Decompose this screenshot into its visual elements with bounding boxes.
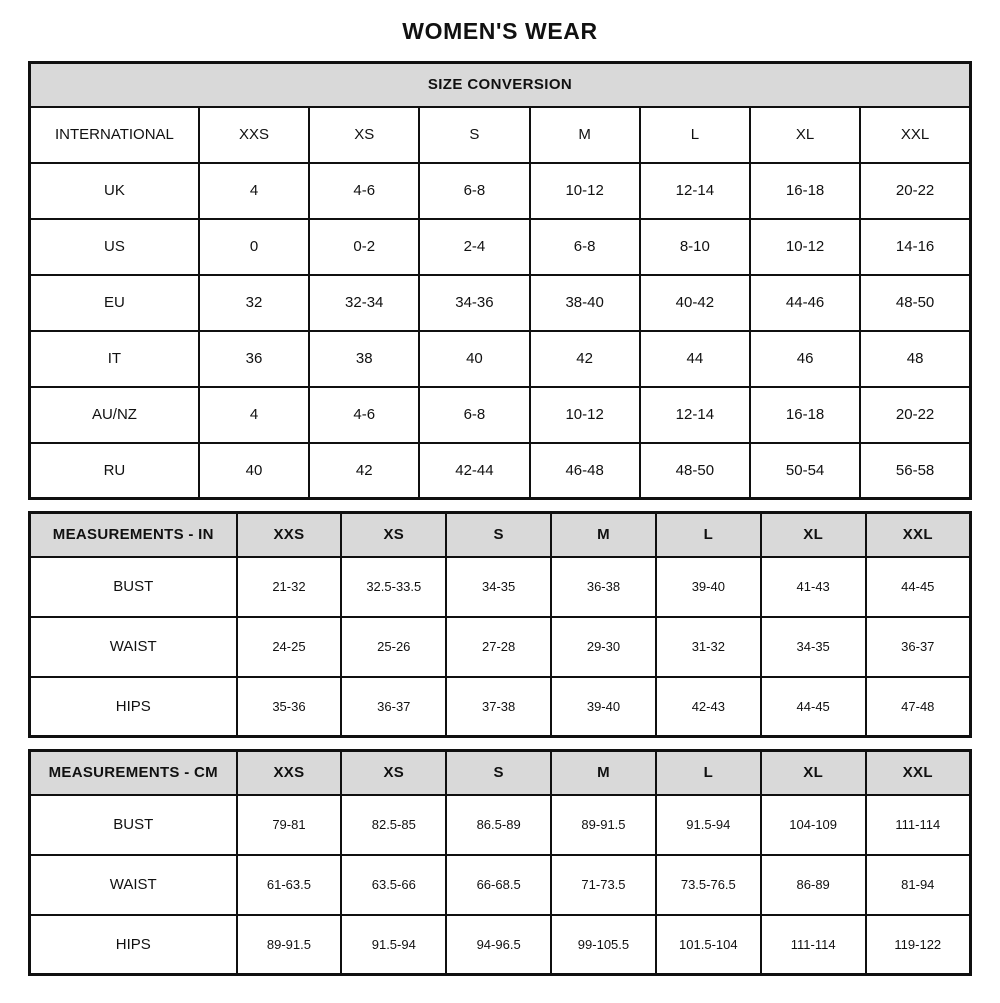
cell: 35-36 — [237, 677, 342, 737]
cell: 4 — [199, 163, 309, 219]
cell: 32 — [199, 275, 309, 331]
header-cell: S — [446, 751, 551, 795]
cell: 37-38 — [446, 677, 551, 737]
cell: 29-30 — [551, 617, 656, 677]
header-cell: L — [656, 513, 761, 557]
cell: 10-12 — [750, 219, 860, 275]
cell: 32-34 — [309, 275, 419, 331]
cell: 16-18 — [750, 163, 860, 219]
page-title: WOMEN'S WEAR — [402, 18, 598, 44]
cell: 42 — [530, 331, 640, 387]
cell: 42-44 — [419, 443, 529, 499]
cell: 61-63.5 — [237, 855, 342, 915]
cell: 16-18 — [750, 387, 860, 443]
cell: 99-105.5 — [551, 915, 656, 975]
header-cell: XXL — [866, 513, 971, 557]
table-header-row — [30, 513, 971, 557]
header-cell: L — [656, 751, 761, 795]
header-cell: XL — [761, 513, 866, 557]
table-header-row — [30, 107, 971, 163]
table-row — [30, 617, 971, 677]
cell: 8-10 — [640, 219, 750, 275]
row-label: HIPS — [30, 677, 237, 737]
cell: 6-8 — [530, 219, 640, 275]
cell: 6-8 — [419, 387, 529, 443]
cell: 42-43 — [656, 677, 761, 737]
table-row — [30, 557, 971, 617]
cell: 10-12 — [530, 163, 640, 219]
row-label: RU — [30, 443, 199, 499]
header-cell: XXL — [860, 107, 970, 163]
cell: 50-54 — [750, 443, 860, 499]
cell: 44-46 — [750, 275, 860, 331]
cell: 34-35 — [761, 617, 866, 677]
cell: 6-8 — [419, 163, 529, 219]
table-row — [30, 795, 971, 855]
cell: 40 — [419, 331, 529, 387]
cell: 111-114 — [866, 795, 971, 855]
table-row — [30, 677, 971, 737]
cell: 10-12 — [530, 387, 640, 443]
cell: 46-48 — [530, 443, 640, 499]
cell: 0-2 — [309, 219, 419, 275]
cell: 89-91.5 — [237, 915, 342, 975]
cell: 104-109 — [761, 795, 866, 855]
cell: 4-6 — [309, 387, 419, 443]
table-title-row — [30, 63, 971, 107]
header-cell: M — [530, 107, 640, 163]
cell: 34-36 — [419, 275, 529, 331]
cell: 0 — [199, 219, 309, 275]
cell: 111-114 — [761, 915, 866, 975]
row-label: IT — [30, 331, 199, 387]
header-cell: M — [551, 751, 656, 795]
table-row — [30, 163, 971, 219]
row-label: BUST — [30, 557, 237, 617]
cell: 40 — [199, 443, 309, 499]
cell: 81-94 — [866, 855, 971, 915]
row-label: WAIST — [30, 617, 237, 677]
measurements-cm-title: MEASUREMENTS - CM — [30, 751, 237, 795]
cell: 119-122 — [866, 915, 971, 975]
cell: 36 — [199, 331, 309, 387]
cell: 20-22 — [860, 163, 970, 219]
header-cell: S — [446, 513, 551, 557]
cell: 20-22 — [860, 387, 970, 443]
cell: 38-40 — [530, 275, 640, 331]
measurements-cm-table — [28, 749, 972, 976]
row-label: HIPS — [30, 915, 237, 975]
cell: 36-38 — [551, 557, 656, 617]
header-cell: L — [640, 107, 750, 163]
cell: 36-37 — [341, 677, 446, 737]
table-row — [30, 331, 971, 387]
table-row — [30, 275, 971, 331]
cell: 48 — [860, 331, 970, 387]
cell: 86.5-89 — [446, 795, 551, 855]
cell: 12-14 — [640, 387, 750, 443]
cell: 48-50 — [860, 275, 970, 331]
header-cell: XL — [750, 107, 860, 163]
header-cell: M — [551, 513, 656, 557]
cell: 39-40 — [656, 557, 761, 617]
cell: 31-32 — [656, 617, 761, 677]
header-cell: XXL — [866, 751, 971, 795]
cell: 91.5-94 — [341, 915, 446, 975]
row-label: WAIST — [30, 855, 237, 915]
cell: 91.5-94 — [656, 795, 761, 855]
table-header-row — [30, 751, 971, 795]
measurements-in-title: MEASUREMENTS - IN — [30, 513, 237, 557]
measurements-in-table — [28, 511, 972, 738]
cell: 86-89 — [761, 855, 866, 915]
cell: 42 — [309, 443, 419, 499]
header-cell: XS — [309, 107, 419, 163]
cell: 94-96.5 — [446, 915, 551, 975]
cell: 24-25 — [237, 617, 342, 677]
header-cell: XS — [341, 751, 446, 795]
row-label: BUST — [30, 795, 237, 855]
size-conversion-title: SIZE CONVERSION — [30, 63, 971, 107]
cell: 56-58 — [860, 443, 970, 499]
table-row — [30, 219, 971, 275]
row-label: AU/NZ — [30, 387, 199, 443]
cell: 36-37 — [866, 617, 971, 677]
table-row — [30, 443, 971, 499]
cell: 40-42 — [640, 275, 750, 331]
cell: 73.5-76.5 — [656, 855, 761, 915]
row-label: US — [30, 219, 199, 275]
cell: 101.5-104 — [656, 915, 761, 975]
cell: 82.5-85 — [341, 795, 446, 855]
size-conversion-table — [28, 61, 972, 500]
cell: 21-32 — [237, 557, 342, 617]
header-cell: XL — [761, 751, 866, 795]
cell: 38 — [309, 331, 419, 387]
cell: 27-28 — [446, 617, 551, 677]
header-cell: XXS — [237, 751, 342, 795]
cell: 14-16 — [860, 219, 970, 275]
table-row — [30, 855, 971, 915]
row-label: UK — [30, 163, 199, 219]
cell: 12-14 — [640, 163, 750, 219]
table-row — [30, 387, 971, 443]
cell: 63.5-66 — [341, 855, 446, 915]
cell: 25-26 — [341, 617, 446, 677]
cell: 2-4 — [419, 219, 529, 275]
header-cell: XXS — [237, 513, 342, 557]
cell: 47-48 — [866, 677, 971, 737]
row-label: EU — [30, 275, 199, 331]
cell: 41-43 — [761, 557, 866, 617]
table-row — [30, 915, 971, 975]
cell: 89-91.5 — [551, 795, 656, 855]
cell: 46 — [750, 331, 860, 387]
cell: 4-6 — [309, 163, 419, 219]
cell: 44 — [640, 331, 750, 387]
cell: 4 — [199, 387, 309, 443]
header-cell: S — [419, 107, 529, 163]
header-cell: XXS — [199, 107, 309, 163]
cell: 34-35 — [446, 557, 551, 617]
header-cell: INTERNATIONAL — [30, 107, 199, 163]
cell: 71-73.5 — [551, 855, 656, 915]
cell: 44-45 — [761, 677, 866, 737]
cell: 48-50 — [640, 443, 750, 499]
cell: 39-40 — [551, 677, 656, 737]
cell: 44-45 — [866, 557, 971, 617]
header-cell: XS — [341, 513, 446, 557]
cell: 79-81 — [237, 795, 342, 855]
cell: 66-68.5 — [446, 855, 551, 915]
cell: 32.5-33.5 — [341, 557, 446, 617]
